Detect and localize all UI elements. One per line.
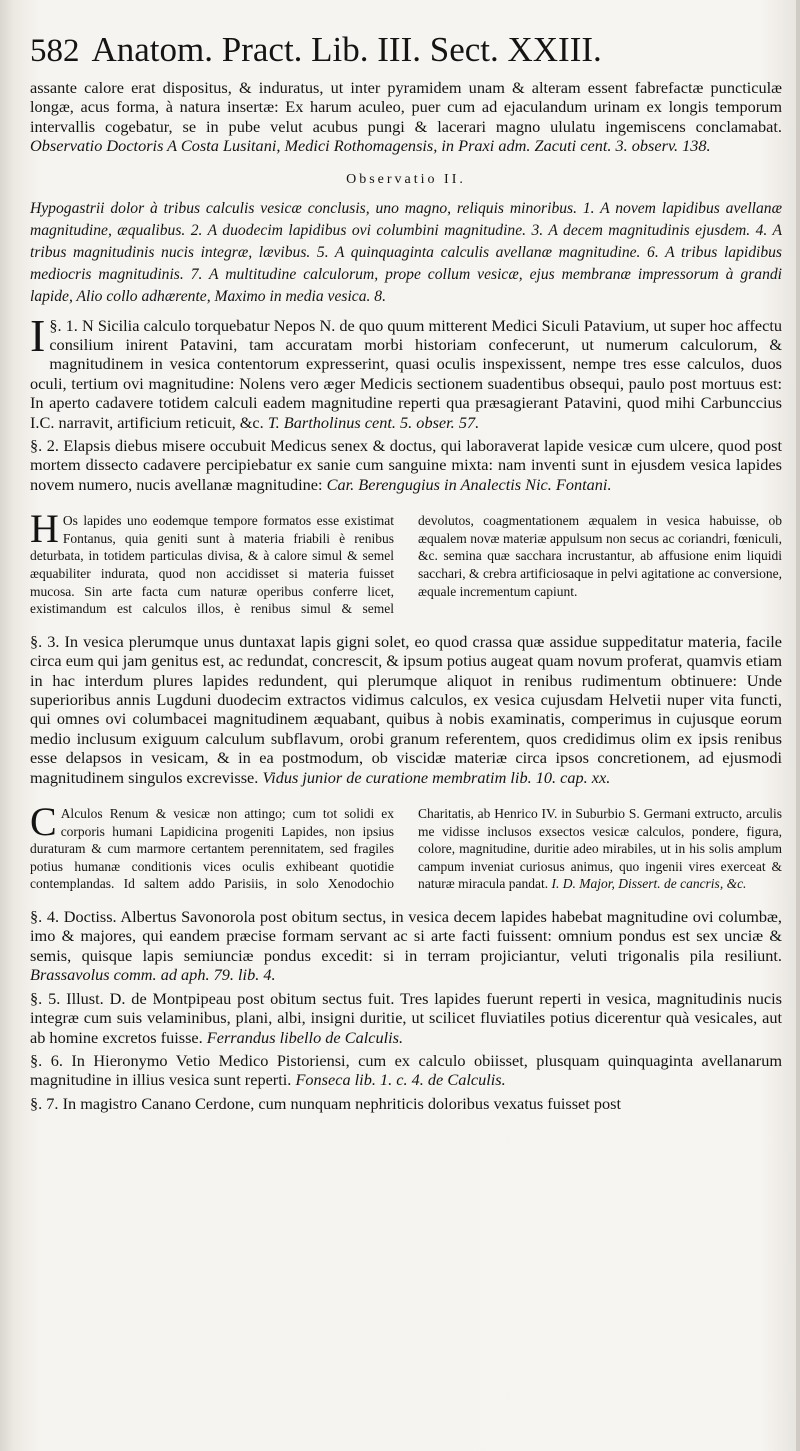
page-content bbox=[30, 30, 782, 1113]
section-5-text: §. 5. Illust. D. de Montpipeau post obitum sectus fuit. Tres lapides fuerunt reperti in vesica, magnitudinis nucis integræ cum suis velaminibus, plani, albi, insigni duritie, ut scilicet fluviatiles potius dicerentur quà vesicales, aut ab homine excretos fuisse. bbox=[30, 988, 782, 1047]
observatio-heading: Observatio II. bbox=[346, 171, 466, 187]
scholion-1-initial: H bbox=[30, 506, 59, 552]
page-edge bbox=[796, 0, 800, 1451]
section-3-text: §. 3. In vesica plerumque unus duntaxat lapis gigni solet, eo quod crassa quæ assidue suppeditatur materia, facile circa eum qui jam genitus est, ac redundat, concrescit, & ipsum potius augeat quam novum proferat, quamvis etiam in hac interdum plures lapides redundent, qui plerumque aliquot in renibus rudimentum obtinuere: Unde superioribus annis Lugduni duodecim extractos vidimus calculos, ex vesica cujusdam Helvetii nuper vita functi, qui omnes ovi columbacei magnitudinem æquabant, quibus à nobis examinatis, comperimus in cujusque eorum medio inclusum exiguum calculum subflavum, orobi granum referentem, quos credidimus olim ex ipsis renibus esse delapsos in vesicam, & in ea postmodum, ob viscidæ materiæ circa ipsos concretionem, ad ejusmodi magnitudinem singulos excrevisse. bbox=[30, 631, 782, 787]
section-2 bbox=[30, 436, 782, 494]
section-1-label: §. 1. bbox=[49, 315, 78, 335]
section-6-citation: Fonseca lib. 1. c. 4. de Calculis. bbox=[295, 1070, 506, 1090]
scholion-1-text: Os lapides uno eodemque tempore formatos esse existimat Fontanus, quia geniti sunt à materia friabili è renibus deturbata, in totidem particulas divisa, & à calore simul & semel æquabiliter indurata, quod non accidisset si materia fuisset mucosa. Sin arte facta cum naturæ operibus conferre licet, existimandum est calculos illos, è renibus simul & semel devolutos, coagmentationem æqualem in vesica habuisse, ob æqualem novæ materiæ appulsum non secus ac coriandri, fœniculi, &c. semina quæ sacchara incrustantur, ab affusione enim liquidi sacchari, & crebra artificiosaque in pelvi agitatione ac conversione, æquale incrementum capiunt. bbox=[30, 513, 782, 617]
intro-text: assante calore erat dispositus, & induratus, ut inter pyramidem unam & alteram essent fabrefactæ puncticulæ longæ, acus forma, à natura insertæ: Ex harum aculeo, puer cum ad ejaculandum urinam ex longis temporum intervallis cogebatur, se in pube velut acubus pungi & lacerari magno ululatu ingemiscens conclamabat. bbox=[30, 78, 782, 136]
section-4-citation: Brassavolus comm. ad aph. 79. lib. 4. bbox=[30, 965, 276, 985]
observatio-summary: Hypogastrii dolor à tribus calculis vesicæ conclusis, uno magno, reliquis minoribus. 1. A novem lapidibus avellanæ magnitudine, æqualibus. 2. A duodecim lapidibus ovi columbini magnitudine. 3. A decem magnitudinis ejusdem. 4. A tribus magnitudinis nucis integræ, lævibus. 5. A quinquaginta calculis avellanæ magnitudine. 6. A tribus lapidibus mediocris magnitudinis. 7. A multitudine calculorum, prope collum vesicæ, ejus membranæ impressorum à grandi lapide, Alio collo adhærente, Maximo in media vesica. 8. bbox=[30, 199, 782, 305]
running-header bbox=[30, 30, 782, 76]
section-5 bbox=[30, 989, 782, 1047]
section-5-citation: Ferrandus libello de Calculis. bbox=[206, 1027, 404, 1047]
section-3 bbox=[30, 632, 782, 787]
section-2-citation: Car. Berengugius in Analectis Nic. Fontani. bbox=[326, 474, 612, 494]
section-1 bbox=[30, 309, 783, 432]
scholion-2-initial: C bbox=[30, 799, 57, 845]
section-1-text: N Sicilia calculo torquebatur Nepos N. de quo quum mitterent Medici Siculi Patavium, ut super hoc affectu consilium inirent Patavini, tam accuratam morbi historiam confecerunt, ut numerum calculorum, & magnitudinem in vesica contentorum expresserint, quasi oculis inspexissent, nempe tres esse calculos, duos oculi, tertium ovi magnitudine: Nolens vero æger Medicis sectionem suadentibus obsequi, paulo post mortuus est: In aperto cadavere totidem calculi eadem magnitudine reperti qua præsagierant Patavini, quod mihi Carbunccius I.C. narravit, artificium reticuit, &c. bbox=[30, 315, 783, 432]
section-2-text: §. 2. Elapsis diebus misere occubuit Medicus senex & doctus, qui laboraverat lapide vesicæ cum ulcere, quod post mortem dissecto cadavere percipiebatur ex sanie cum sanguine mixta: nam inventi sunt in ejusdem vesica lapides novem numero, nucis avellanæ magnitudine: bbox=[30, 436, 782, 494]
intro-paragraph bbox=[30, 78, 782, 156]
section-1-initial: I bbox=[30, 309, 46, 361]
scholion-2 bbox=[30, 799, 782, 893]
scholion-2-citation: I. D. Major, Dissert. de cancris, &c. bbox=[551, 876, 747, 892]
page-number: 582 bbox=[30, 33, 80, 69]
section-1-citation: T. Bartholinus cent. 5. obser. 57. bbox=[267, 412, 480, 432]
section-4 bbox=[30, 907, 782, 985]
scholion-2-text: Alculos Renum & vesicæ non attingo; cum tot solidi ex corporis humani Lapidicina progeniti Lapides, non ipsius duraturam & cum marmore certantem perennitatem, sed fragiles potius humanæ conditionis vices oculis exhibeant quotidie contemplandas. Id saltem addo Parisiis, in solo Xenodochio Charitatis, ab Henrico IV. in Suburbio S. Germani extructo, arculis me vidisse inclusos exsectos vesicæ calculos, pondere, figura, colore, magnitudine, duritie adeo mirabiles, ut in his solis amplum campum inveniat curiosus animus, quo ingenii vires exerceat & naturæ miracula pandat. bbox=[30, 806, 782, 892]
section-6-text: §. 6. In Hieronymo Vetio Medico Pistoriensi, cum ex calculo obiisset, plusquam quinquaginta avellanarum magnitudine in illius vesica sunt reperti. bbox=[30, 1050, 782, 1090]
intro-citation: Observatio Doctoris A Costa Lusitani, Medici Rothomagensis, in Praxi adm. Zacuti cent. 3. observ. 138. bbox=[30, 136, 711, 156]
section-7 bbox=[30, 1094, 782, 1113]
section-4-text: §. 4. Doctiss. Albertus Savonorola post obitum sectus, in vesica decem lapides habebat magnitudine ovi columbæ, imo & majores, qui eandem præcise formam servant ac si arte facti fuissent: omnium pondus est sex unciæ & semis, quisque lapis semiunciæ pondus excedit: si in terram projiciantur, veluti trigonalis pila resiliunt. bbox=[30, 907, 782, 965]
section-7-text: §. 7. In magistro Canano Cerdone, cum nunquam nephriticis doloribus vexatus fuisset post bbox=[30, 1093, 622, 1113]
section-6 bbox=[30, 1051, 782, 1090]
running-title: Anatom. Pract. Lib. III. Sect. XXIII. bbox=[91, 30, 602, 69]
section-3-citation: Vidus junior de curatione membratim lib. 10. cap. xx. bbox=[262, 767, 611, 787]
scholion-1 bbox=[30, 506, 782, 618]
